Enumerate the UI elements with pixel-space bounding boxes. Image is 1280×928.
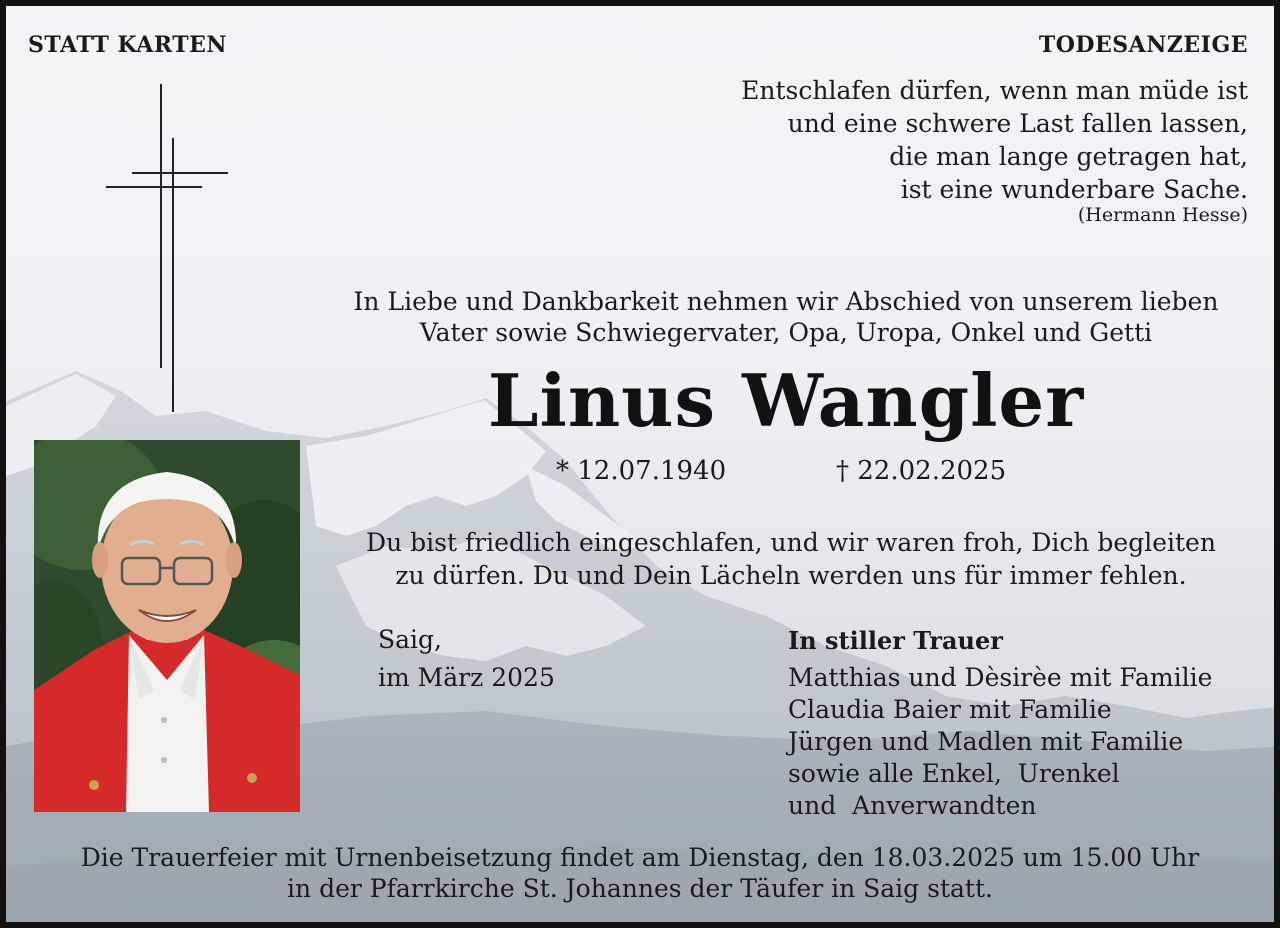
double-cross-icon [106,84,228,412]
deceased-name: Linus Wangler [487,358,1085,443]
mourner-line: und Anverwandten [788,791,1037,820]
intro-line: In Liebe und Dankbarkeit nehmen wir Abschied von unserem lieben [353,287,1219,316]
quote-text [741,74,1248,206]
birth-date: * 12.07.1940 [556,456,727,486]
mourner-line: sowie alle Enkel, Urenkel [788,759,1120,788]
mourner-line: Jürgen und Madlen mit Familie [788,727,1184,756]
place-and-date [378,621,555,697]
quote-line: die man lange getragen hat, [889,142,1248,171]
place-date: im März 2025 [378,663,555,692]
message-line: Du bist friedlich eingeschlafen, und wir waren froh, Dich begleiten [366,528,1216,557]
quote-author: (Hermann Hesse) [1077,204,1248,226]
ceremony-line: in der Pfarrkirche St. Johannes der Täufer in Saig statt. [287,874,993,903]
intro-line: Vater sowie Schwiegervater, Opa, Uropa, Onkel und Getti [419,318,1153,347]
mourners-list [788,662,1212,822]
quote-line: ist eine wunderbare Sache. [900,175,1248,204]
quote-line: und eine schwere Last fallen lassen, [787,109,1248,138]
message-line: zu dürfen. Du und Dein Lächeln werden uns für immer fehlen. [395,561,1187,590]
portrait-photo [34,440,300,812]
ceremony-line: Die Trauerfeier mit Urnenbeisetzung findet am Dienstag, den 18.03.2025 um 15.00 Uhr [80,843,1200,872]
place-city: Saig, [378,625,442,654]
intro-text [306,286,1266,348]
mourner-line: Matthias und Dèsirèe mit Familie [788,663,1213,692]
mourner-line: Claudia Baier mit Familie [788,695,1112,724]
header-left-label: STATT KARTEN [28,32,227,58]
quote-line: Entschlafen dürfen, wenn man müde ist [741,76,1248,105]
death-date: † 22.02.2025 [836,456,1007,486]
header-right-label: TODESANZEIGE [1038,32,1248,58]
farewell-message [306,526,1276,592]
mourners-title: In stiller Trauer [788,626,1003,655]
ceremony-info [6,842,1274,904]
